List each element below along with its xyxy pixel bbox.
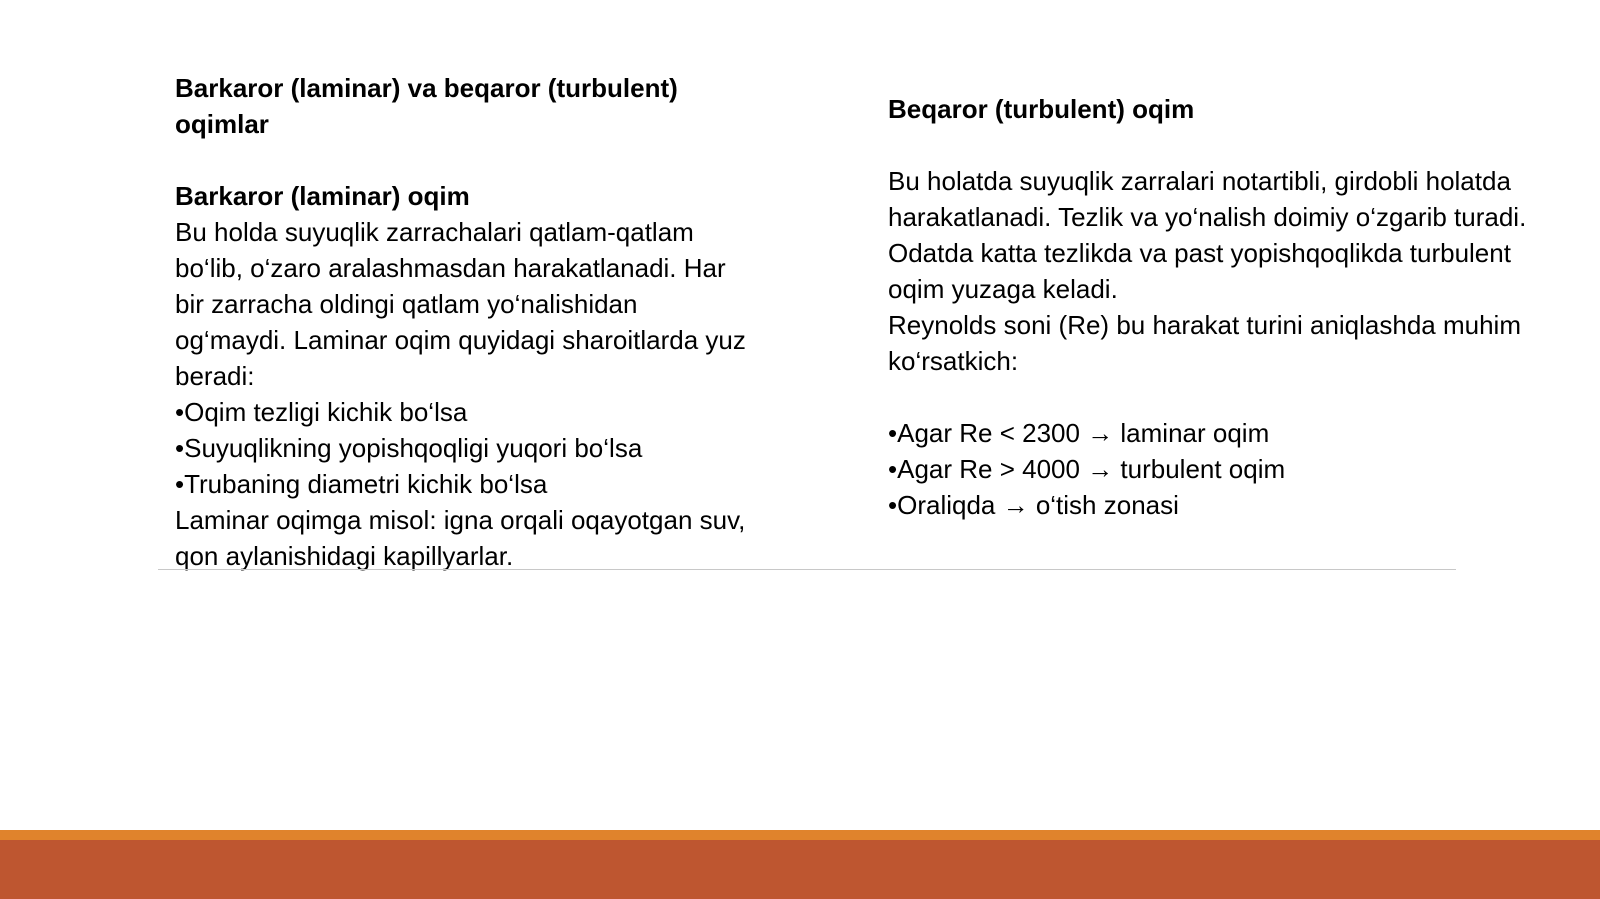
laminar-paragraph-line: og‘maydi. Laminar oqim quyidagi sharoitlarda yuz — [175, 325, 746, 355]
laminar-bullet: •Trubaning diametri kichik bo‘lsa — [175, 469, 548, 499]
laminar-paragraph-line: Bu holda suyuqlik zarrachalari qatlam-qatlam — [175, 217, 694, 247]
laminar-bullet: •Oqim tezligi kichik bo‘lsa — [175, 397, 468, 427]
spacer — [175, 142, 795, 178]
laminar-subtitle: Barkaror (laminar) oqim — [175, 181, 470, 211]
turbulent-paragraph-line: oqim yuzaga keladi. — [888, 274, 1118, 304]
turbulent-paragraph-line: ko‘rsatkich: — [888, 346, 1019, 376]
spacer — [888, 379, 1588, 415]
left-column — [175, 70, 795, 574]
laminar-paragraph-line: bir zarracha oldingi qatlam yo‘nalishidan — [175, 289, 638, 319]
turbulent-paragraph-line: Reynolds soni (Re) bu harakat turini aniqlashda muhim — [888, 310, 1521, 340]
reynolds-bullet: •Oraliqda → o‘tish zonasi — [888, 490, 1179, 520]
turbulent-paragraph-line: Odatda katta tezlikda va past yopishqoqlikda turbulent — [888, 238, 1511, 268]
reynolds-bullet: •Agar Re < 2300 → laminar oqim — [888, 418, 1270, 448]
laminar-example-line: qon aylanishidagi kapillyarlar. — [175, 541, 514, 571]
spacer — [888, 127, 1588, 163]
turbulent-paragraph-line: Bu holatda suyuqlik zarralari notartibli, girdobli holatda — [888, 166, 1511, 196]
footer-bar — [0, 840, 1600, 899]
reynolds-bullet: •Agar Re > 4000 → turbulent oqim — [888, 454, 1286, 484]
laminar-bullet: •Suyuqlikning yopishqoqligi yuqori bo‘lsa — [175, 433, 643, 463]
laminar-example-line: Laminar oqimga misol: igna orqali oqayotgan suv, — [175, 505, 746, 535]
turbulent-paragraph-line: harakatlanadi. Tezlik va yo‘nalish doimiy o‘zgarib turadi. — [888, 202, 1527, 232]
left-title-line-1: Barkaror (laminar) va beqaror (turbulent) — [175, 73, 678, 103]
laminar-paragraph-line: beradi: — [175, 361, 255, 391]
laminar-paragraph-line: bo‘lib, o‘zaro aralashmasdan harakatlanadi. Har — [175, 253, 726, 283]
turbulent-title: Beqaror (turbulent) oqim — [888, 94, 1195, 124]
left-title-line-2: oqimlar — [175, 109, 269, 139]
footer-accent-stripe — [0, 830, 1600, 840]
right-column — [888, 91, 1588, 523]
horizontal-divider — [158, 569, 1456, 570]
